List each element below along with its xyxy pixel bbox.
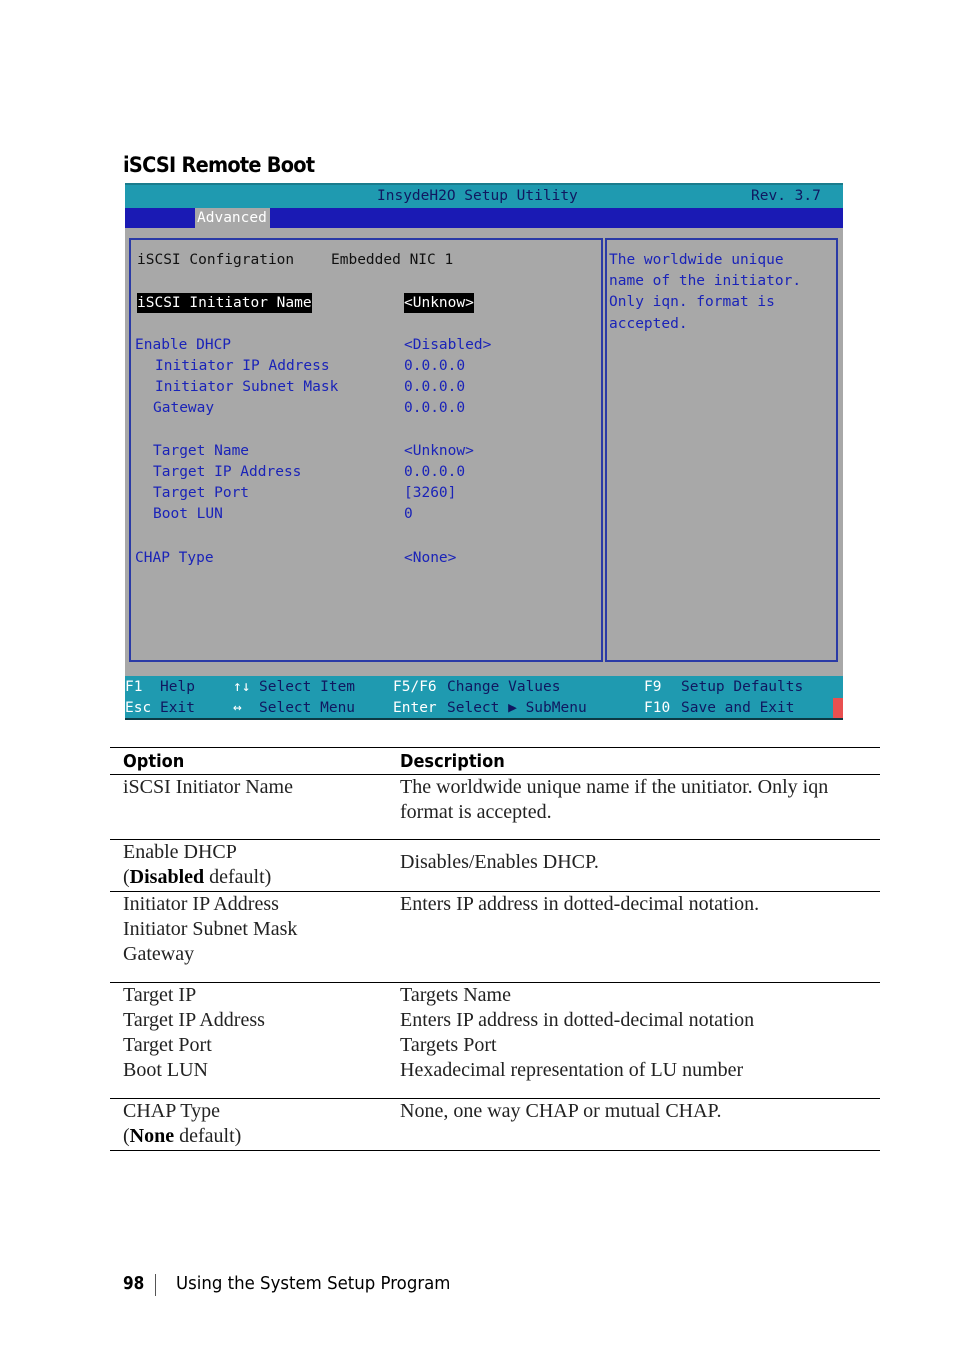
value-initiator-name[interactable]: <Unknow> <box>404 295 474 311</box>
key-esc: Esc <box>125 700 152 716</box>
bios-revision: Rev. 3.7 <box>751 188 821 204</box>
setting-subnet-mask[interactable]: Initiator Subnet Mask <box>155 379 339 395</box>
section-title: iSCSI Remote Boot <box>123 153 315 177</box>
config-label: iSCSI Configration <box>137 252 295 268</box>
table-rule <box>110 747 880 748</box>
value-gateway[interactable]: 0.0.0.0 <box>404 400 466 416</box>
key-f1: F1 <box>125 679 143 695</box>
description-cell: Enters IP address in dotted-decimal notation. <box>400 893 760 915</box>
help-panel <box>605 238 838 662</box>
option-cell: Enable DHCP (Disabled default) <box>123 841 272 888</box>
key-leftright-desc: Select Menu <box>259 700 356 716</box>
bios-key-legend <box>125 676 843 720</box>
value-target-ip[interactable]: 0.0.0.0 <box>404 464 466 480</box>
setting-initiator-name[interactable]: iSCSI Initiator Name <box>137 295 312 311</box>
chapter-title: Using the System Setup Program <box>176 1273 451 1294</box>
option-cell: Target IP Target IP Address Target Port Boot LUN <box>123 984 265 1081</box>
footer-divider <box>155 1274 156 1296</box>
value-target-name[interactable]: <Unknow> <box>404 443 474 459</box>
option-cell: Initiator IP Address Initiator Subnet Mask Gateway <box>123 893 298 965</box>
key-f10: F10 <box>644 700 671 716</box>
key-f9: F9 <box>644 679 662 695</box>
key-updown: ↑↓ <box>233 679 251 695</box>
key-f5f6-desc: Change Values <box>447 679 561 695</box>
key-updown-desc: Select Item <box>259 679 356 695</box>
setting-chap-type[interactable]: CHAP Type <box>135 550 214 566</box>
value-initiator-ip[interactable]: 0.0.0.0 <box>404 358 466 374</box>
key-enter-desc: Select ▶ SubMenu <box>447 700 587 716</box>
key-esc-desc: Exit <box>160 700 195 716</box>
option-cell: iSCSI Initiator Name <box>123 776 293 798</box>
option-cell: CHAP Type (None default) <box>123 1100 242 1147</box>
setting-target-ip[interactable]: Target IP Address <box>153 464 302 480</box>
bios-screenshot <box>125 183 843 720</box>
config-value: Embedded NIC 1 <box>331 252 454 268</box>
help-line: accepted. <box>609 316 688 332</box>
bios-menu-bar <box>125 208 843 228</box>
value-target-port[interactable]: [3260] <box>404 485 457 501</box>
bios-title-bar <box>125 183 843 208</box>
key-f10-desc: Save and Exit <box>681 700 795 716</box>
cursor-block <box>833 698 843 718</box>
setting-boot-lun[interactable]: Boot LUN <box>153 506 223 522</box>
header-option: Option <box>123 751 185 772</box>
key-f5f6: F5/F6 <box>393 679 437 695</box>
value-boot-lun[interactable]: 0 <box>404 506 413 522</box>
value-chap-type[interactable]: <None> <box>404 550 457 566</box>
description-cell: Targets Name Enters IP address in dotted-decimal notation Targets Port Hexadecimal representation of LU number <box>400 984 755 1081</box>
page-number: 98 <box>123 1273 145 1294</box>
help-line: Only iqn. format is <box>609 294 775 310</box>
table-rule <box>110 1150 880 1151</box>
bios-title: InsydeH2O Setup Utility <box>377 188 578 204</box>
key-f9-desc: Setup Defaults <box>681 679 804 695</box>
key-leftright: ↔ <box>233 700 242 716</box>
setting-target-port[interactable]: Target Port <box>153 485 250 501</box>
setting-initiator-ip[interactable]: Initiator IP Address <box>155 358 330 374</box>
description-cell: None, one way CHAP or mutual CHAP. <box>400 1100 722 1122</box>
value-subnet-mask[interactable]: 0.0.0.0 <box>404 379 466 395</box>
key-f1-desc: Help <box>160 679 195 695</box>
help-line: name of the initiator. <box>609 273 802 289</box>
value-enable-dhcp[interactable]: <Disabled> <box>404 337 492 353</box>
header-description: Description <box>400 751 505 772</box>
footer-bottom-rule <box>125 718 843 720</box>
key-enter: Enter <box>393 700 437 716</box>
setting-enable-dhcp[interactable]: Enable DHCP <box>135 337 232 353</box>
menu-tab-advanced[interactable]: Advanced <box>195 208 270 228</box>
description-cell: The worldwide unique name if the unitiator. Only iqn format is accepted. <box>400 776 829 823</box>
setting-gateway[interactable]: Gateway <box>153 400 215 416</box>
setting-target-name[interactable]: Target Name <box>153 443 250 459</box>
help-line: The worldwide unique <box>609 252 784 268</box>
description-cell: Disables/Enables DHCP. <box>400 851 599 873</box>
settings-panel <box>129 238 603 662</box>
